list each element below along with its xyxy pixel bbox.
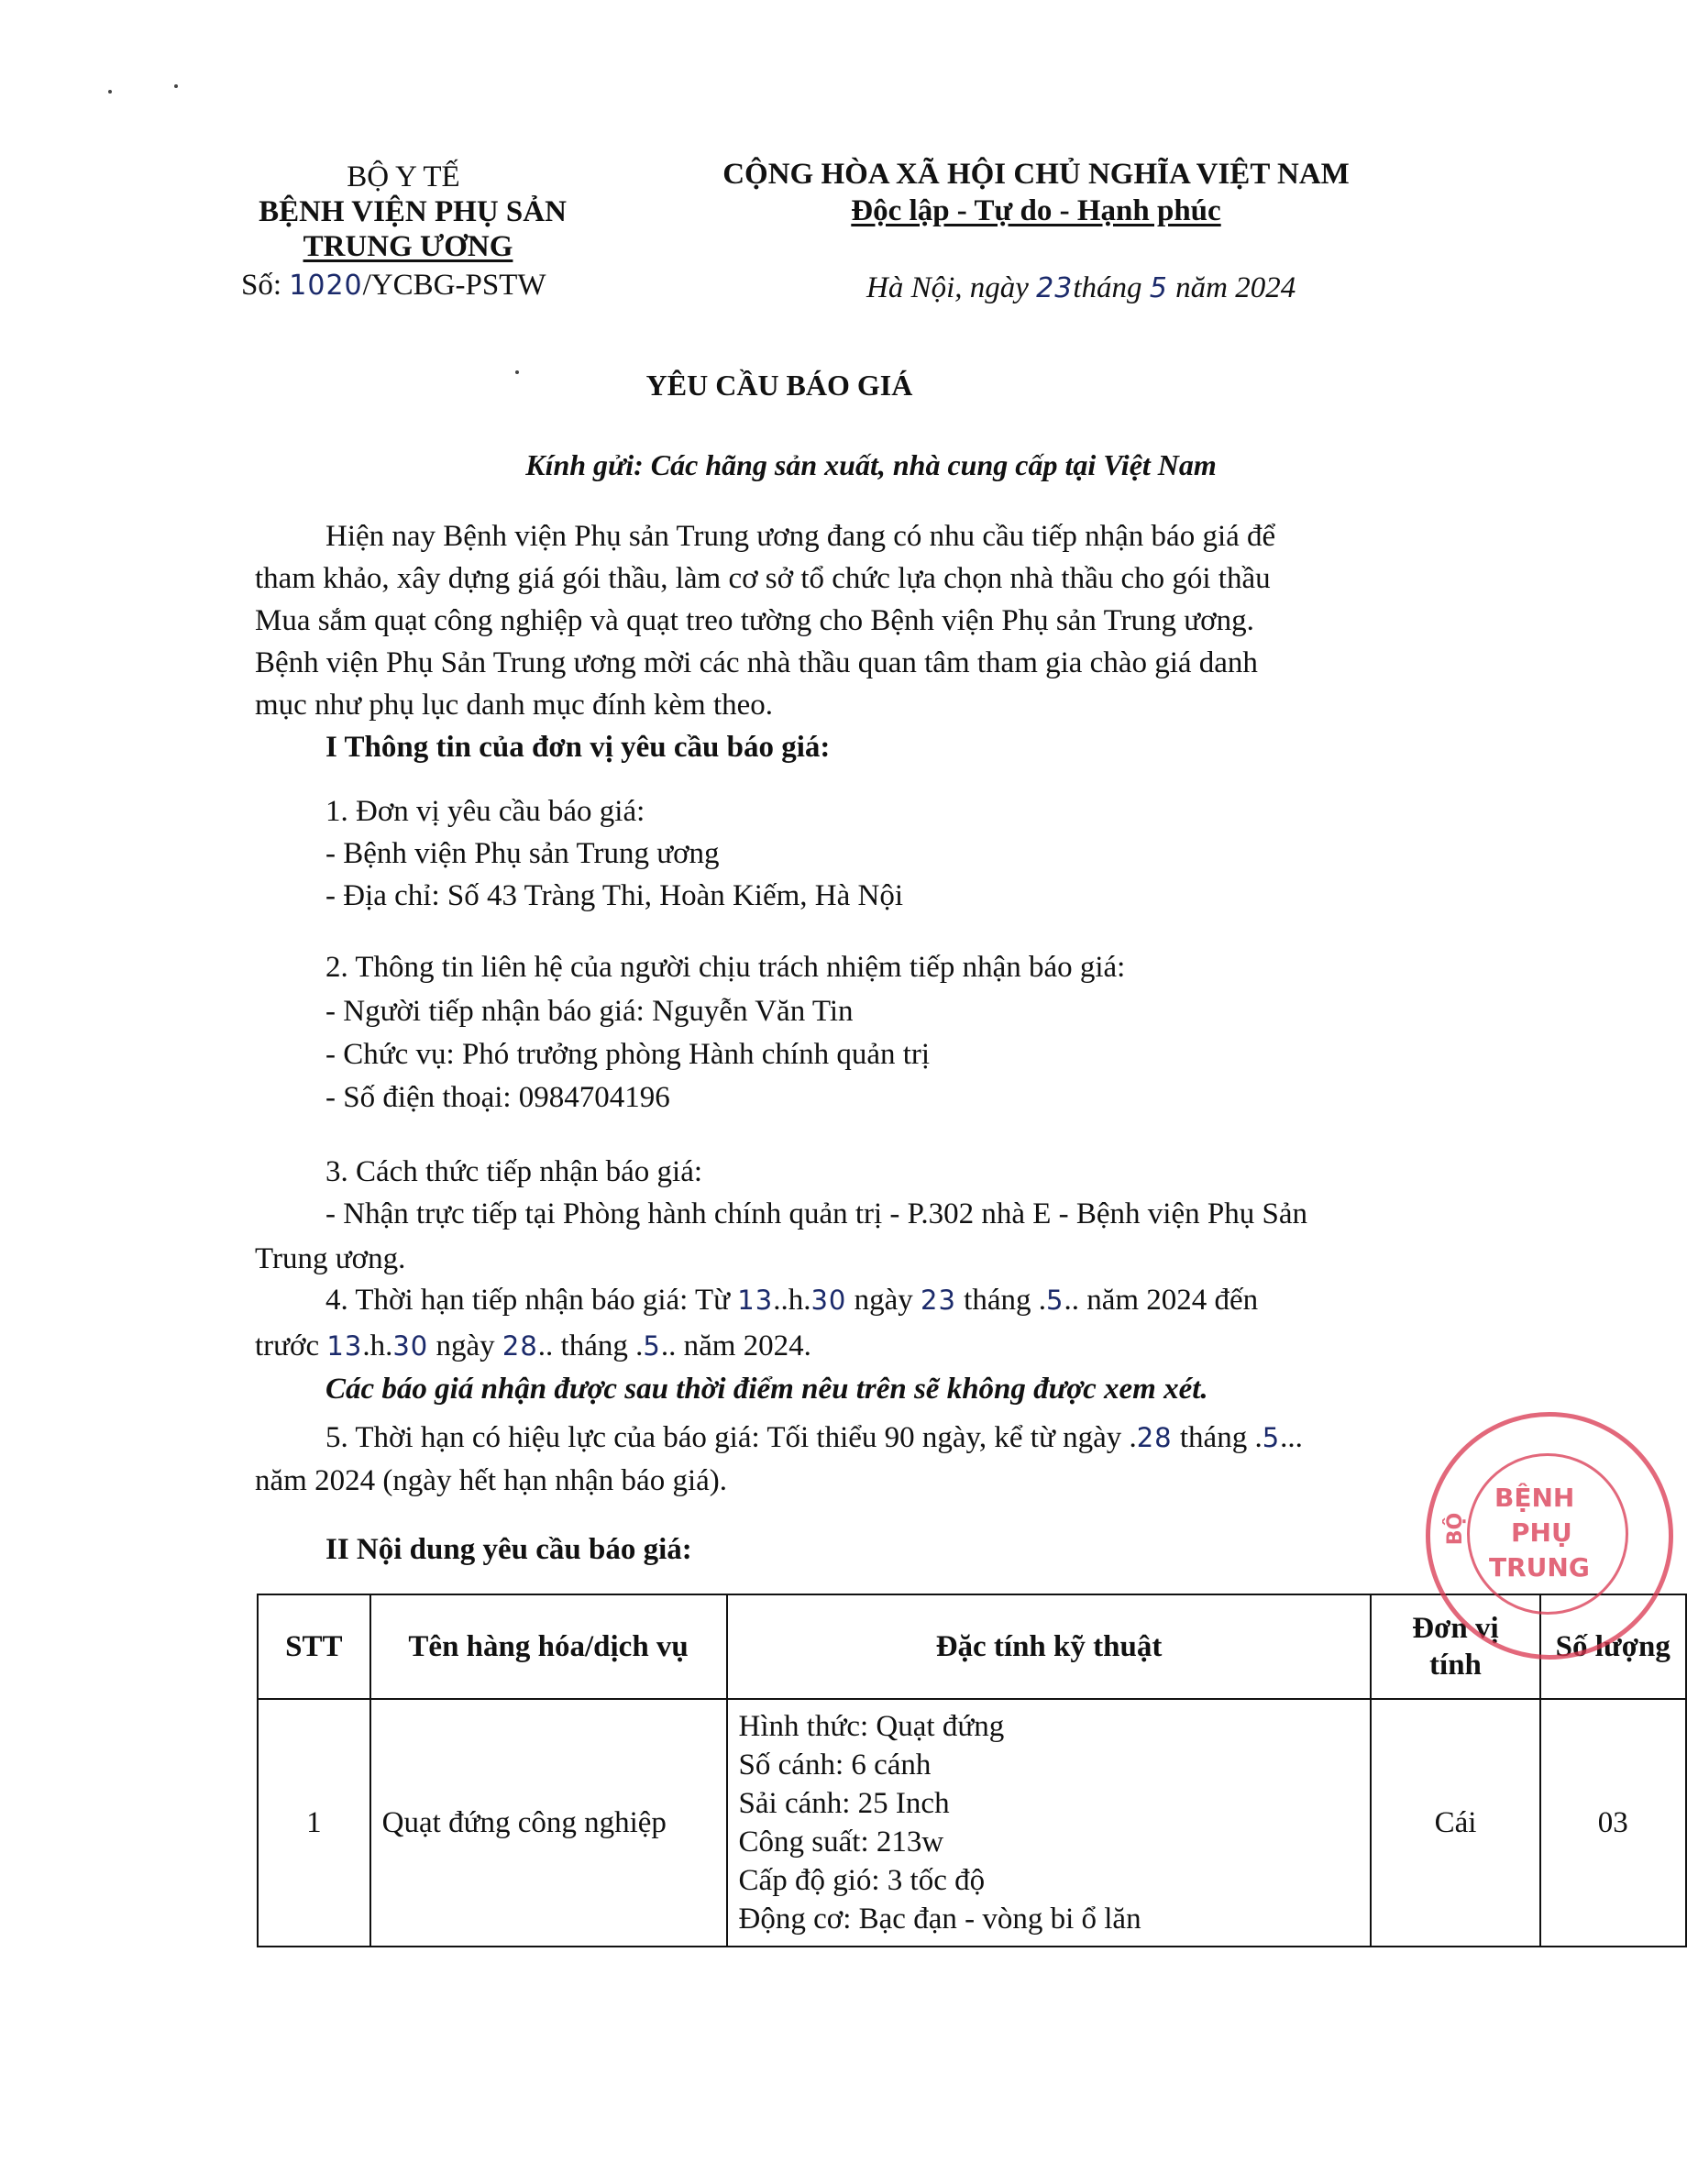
spec-line: Hình thức: Quạt đứng [738, 1710, 1005, 1743]
cell-stt: 1 [258, 1699, 370, 1947]
scan-speck [174, 84, 178, 88]
header-unit: Đơn vị tính [1371, 1594, 1539, 1699]
handwritten-day: 23 [1036, 272, 1074, 304]
national-motto: Độc lập - Tự do - Hạnh phúc [851, 194, 1221, 227]
scan-speck [108, 90, 112, 94]
spec-line: Công suất: 213w [738, 1826, 944, 1859]
item-3-line-2: Trung ương. [255, 1242, 406, 1275]
handwritten-number: 1020 [289, 270, 363, 302]
spec-line: Sải cánh: 25 Inch [738, 1787, 950, 1820]
quotation-table [257, 1594, 1687, 1947]
item-1-line-1: - Bệnh viện Phụ sản Trung ương [325, 837, 720, 870]
national-title: CỘNG HÒA XÃ HỘI CHỦ NGHĨA VIỆT NAM [722, 158, 1350, 191]
item-5-line-1: 5. Thời hạn có hiệu lực của báo giá: Tối thiểu 90 ngày, kể từ ngày .28 tháng .5... [325, 1421, 1303, 1454]
header-specifications: Đặc tính kỹ thuật [727, 1594, 1372, 1699]
spec-line: Cấp độ gió: 3 tốc độ [738, 1864, 986, 1897]
handwritten-validity-day: 28 [1136, 1422, 1173, 1453]
cell-item-name: Quạt đứng công nghiệp [370, 1699, 727, 1947]
stamp-text-line-1: BỆNH [1494, 1483, 1575, 1513]
table-row [258, 1699, 1686, 1947]
hospital-name-line1: BỆNH VIỆN PHỤ SẢN [259, 195, 567, 228]
stamp-text-line-2: PHỤ [1511, 1517, 1572, 1548]
intro-line-5: mục như phụ lục danh mục đính kèm theo. [255, 689, 774, 722]
item-5-line-2: năm 2024 (ngày hết hạn nhận báo giá). [255, 1464, 728, 1497]
item-1-label: 1. Đơn vị yêu cầu báo giá: [325, 795, 645, 828]
handwritten-to-month: 5 [643, 1330, 661, 1362]
item-3-label: 3. Cách thức tiếp nhận báo giá: [325, 1155, 703, 1188]
late-submission-notice: Các báo giá nhận được sau thời điểm nêu trên sẽ không được xem xét. [325, 1373, 1208, 1406]
item-2-line-1: - Người tiếp nhận báo giá: Nguyễn Văn Tin [325, 995, 854, 1028]
handwritten-from-minute: 30 [810, 1285, 847, 1316]
item-2-line-2: - Chức vụ: Phó trưởng phòng Hành chính quản trị [325, 1038, 931, 1071]
item-4-line-2: trước 13.h.30 ngày 28.. tháng .5.. năm 2024. [255, 1329, 811, 1362]
cell-unit: Cái [1371, 1699, 1539, 1947]
item-1-line-2: - Địa chỉ: Số 43 Tràng Thi, Hoàn Kiếm, Hà Nội [325, 879, 904, 912]
document-title: YÊU CẦU BÁO GIÁ [645, 369, 913, 402]
recipient-line: Kính gửi: Các hãng sản xuất, nhà cung cấp tại Việt Nam [525, 448, 1217, 481]
red-seal-stamp [1426, 1412, 1673, 1660]
document-number: Số: 1020/YCBG-PSTW [241, 269, 546, 302]
handwritten-to-day: 28 [502, 1330, 538, 1362]
section-2-heading: II Nội dung yêu cầu báo giá: [325, 1533, 692, 1566]
handwritten-from-day: 23 [921, 1285, 956, 1316]
stamp-side-text: BỘ [1444, 1512, 1468, 1546]
item-3-line-1: - Nhận trực tiếp tại Phòng hành chính quản trị - P.302 nhà E - Bệnh viện Phụ Sản [325, 1197, 1307, 1230]
intro-line-3: Mua sắm quạt công nghiệp và quạt treo tường cho Bệnh viện Phụ sản Trung ương. [255, 604, 1254, 637]
intro-line-4: Bệnh viện Phụ Sản Trung ương mời các nhà thầu quan tâm tham gia chào giá danh [255, 646, 1258, 679]
document-date: Hà Nội, ngày 23tháng 5 năm 2024 [866, 271, 1296, 304]
hospital-name-line2: TRUNG ƯƠNG [303, 230, 513, 263]
item-2-label: 2. Thông tin liên hệ của người chịu trách nhiệm tiếp nhận báo giá: [325, 951, 1126, 984]
handwritten-to-hour: 13 [326, 1330, 363, 1362]
ministry-name: BỘ Y TẾ [347, 160, 460, 193]
intro-line-2: tham khảo, xây dựng giá gói thầu, làm cơ sở tổ chức lựa chọn nhà thầu cho gói thầu [255, 562, 1271, 595]
header-stt: STT [258, 1594, 370, 1699]
handwritten-to-minute: 30 [392, 1330, 429, 1362]
header-quantity: Số lượng [1540, 1594, 1687, 1699]
spec-line: Số cánh: 6 cánh [738, 1748, 932, 1781]
handwritten-month: 5 [1149, 272, 1168, 304]
spec-line: Động cơ: Bạc đạn - vòng bi ổ lăn [738, 1903, 1141, 1936]
handwritten-from-month: 5 [1046, 1285, 1064, 1316]
item-4-line-1: 4. Thời hạn tiếp nhận báo giá: Từ 13..h.30 ngày 23 tháng .5.. năm 2024 đến [325, 1284, 1259, 1317]
cell-specifications [727, 1699, 1372, 1947]
item-2-line-3: - Số điện thoại: 0984704196 [325, 1081, 670, 1114]
stamp-text-line-3: TRUNG [1489, 1552, 1590, 1583]
handwritten-validity-month: 5 [1262, 1422, 1281, 1453]
section-1-heading: I Thông tin của đơn vị yêu cầu báo giá: [325, 731, 831, 764]
handwritten-from-hour: 13 [737, 1285, 774, 1316]
cell-quantity: 03 [1540, 1699, 1687, 1947]
header-item-name: Tên hàng hóa/dịch vụ [370, 1594, 727, 1699]
intro-line-1: Hiện nay Bệnh viện Phụ sản Trung ương đang có nhu cầu tiếp nhận báo giá để [325, 520, 1276, 553]
